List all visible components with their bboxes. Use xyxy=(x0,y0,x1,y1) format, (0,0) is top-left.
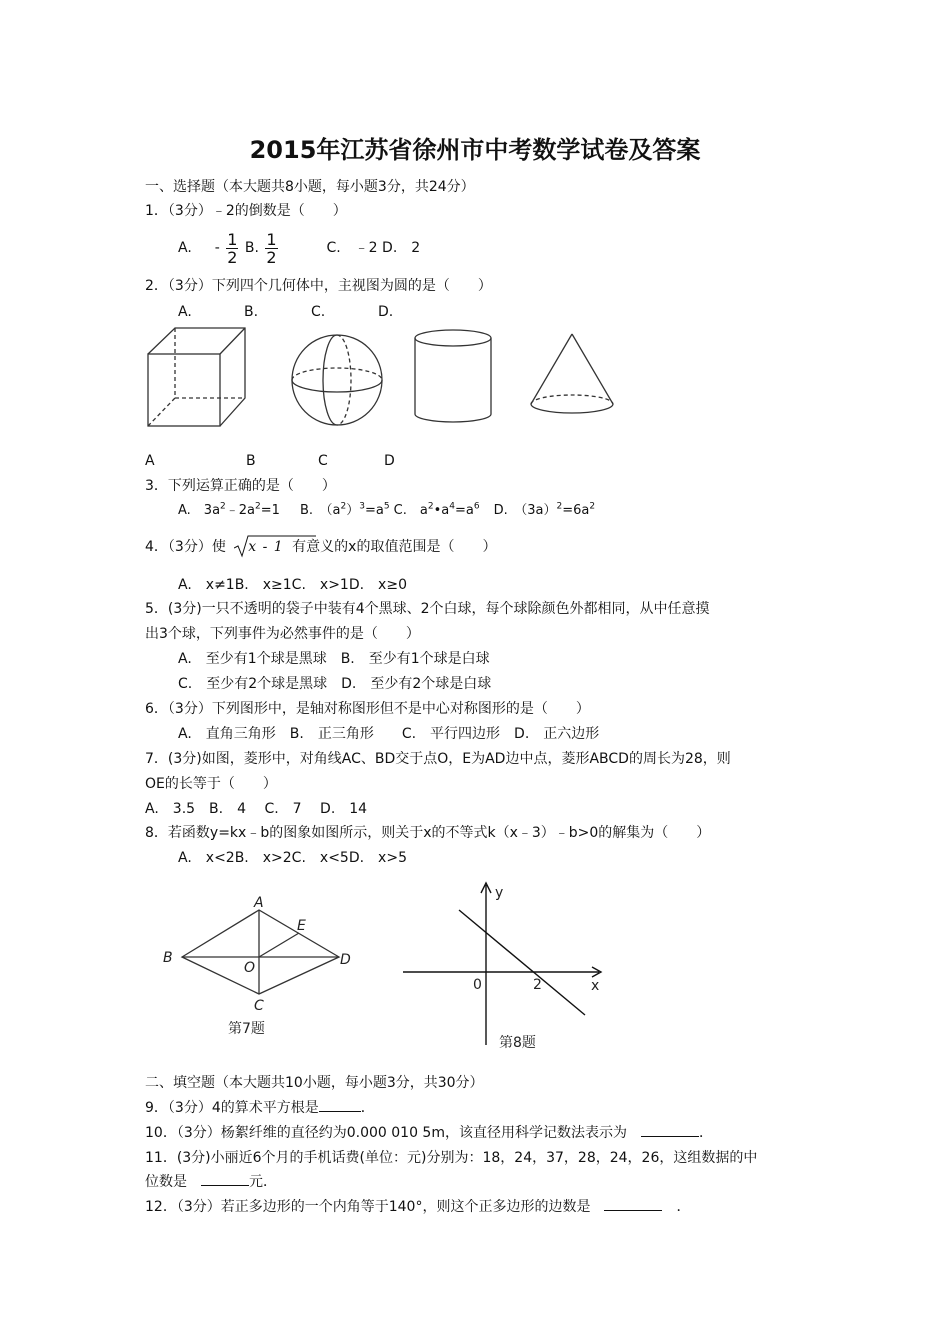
q12-stem: 12．（3分）若正多边形的一个内角等于140°，则这个正多边形的边数是 xyxy=(145,1199,605,1215)
q3-d-part1: D. （3a） xyxy=(493,503,557,518)
section-2-heading: 二、填空题（本大题共10小题，每小题3分，共30分） xyxy=(145,1075,484,1091)
q1-option-b-numerator: 1 xyxy=(266,229,277,249)
q3-options xyxy=(178,501,595,521)
sphere-shape xyxy=(292,335,382,425)
q3-b-part3: =a xyxy=(364,503,384,518)
cylinder-shape xyxy=(415,330,491,422)
q3-d-exp2: 2 xyxy=(589,501,596,512)
q2-option-a: A. xyxy=(178,304,192,320)
q3-a-part1: A. 3a xyxy=(178,503,221,518)
q10-stem-end: ． xyxy=(698,1125,713,1141)
segment-oe xyxy=(259,933,299,957)
label-b: B xyxy=(163,950,173,966)
q10-stem: 10．（3分）杨絮纤维的直径约为0.000 010 5m，该直径用科学记数法表示为 xyxy=(145,1125,641,1141)
q8-graph-figure xyxy=(395,875,615,1060)
fig8-caption: 第8题 xyxy=(499,1035,536,1051)
q1-options-cd: C. ﹣2 D. 2 xyxy=(326,240,421,256)
q11-stem-line1: 11．(3分)小丽近6个月的手机话费(单位：元)分别为：18，24，37，28，24，26，这组数据的中 xyxy=(145,1150,758,1166)
q2-stem: 2．（3分）下列四个几何体中，主视图为圆的是（ ） xyxy=(145,278,492,294)
q9-stem: 9．（3分）4的算术平方根是 xyxy=(145,1100,319,1116)
q3-d-exp1: 2 xyxy=(556,501,563,512)
q7-options: A. 3.5 B. 4 C. 7 D. 14 xyxy=(145,801,368,817)
q2-figure-label-b: B xyxy=(246,453,256,469)
q3-b-exp1: 2 xyxy=(340,501,347,512)
q10-line xyxy=(145,1123,713,1143)
q7-stem-line2: OE的长等于（ ） xyxy=(145,776,277,792)
y-axis-label: y xyxy=(495,885,504,901)
q5-stem-line1: 5．(3分)一只不透明的袋子中装有4个黑球、2个白球，每个球除颜色外都相同，从中任意摸 xyxy=(145,601,710,617)
section-1-heading: 一、选择题（本大题共8小题，每小题3分，共24分） xyxy=(145,179,475,195)
label-o: O xyxy=(244,960,256,976)
q12-stem-end: ． xyxy=(662,1199,691,1215)
q9-line xyxy=(145,1098,375,1118)
q3-d-part2: =6a xyxy=(562,503,590,518)
q1-option-b-denominator: 2 xyxy=(266,247,277,267)
q3-a-part2: ﹣2a xyxy=(225,503,256,518)
q11-stem: 位数是 xyxy=(145,1174,201,1190)
label-c: C xyxy=(254,998,264,1014)
q3-a-exp1: 2 xyxy=(220,501,226,512)
q3-b-exp3: 5 xyxy=(383,501,390,512)
q3-b-exp2: 3 xyxy=(359,501,365,512)
q11-answer-blank[interactable] xyxy=(201,1172,249,1186)
function-line xyxy=(459,910,585,1015)
q10-answer-blank[interactable] xyxy=(641,1123,699,1137)
q1-option-a-fraction xyxy=(226,231,238,266)
q2-figure-label-d: D xyxy=(384,453,395,469)
q5-stem-line2: 出3个球，下列事件为必然事件的是（ ） xyxy=(145,626,420,642)
q2-solids-figure xyxy=(140,318,620,438)
q2-option-d: D. xyxy=(378,304,394,320)
q11-stem-end: 元． xyxy=(249,1174,277,1190)
tick-label-2: 2 xyxy=(533,977,542,993)
q8-stem: 8．若函数y=kx﹣b的图象如图所示，则关于x的不等式k（x﹣3）﹣b>0的解集为（ ） xyxy=(145,825,711,841)
q8-options: A. x<2B. x>2C. x<5D. x>5 xyxy=(178,850,407,866)
q9-stem-end: ． xyxy=(360,1100,375,1116)
q3-a-exp2: 2 xyxy=(255,501,261,512)
q3-c-exp1: 2 xyxy=(427,501,434,512)
q3-c-exp3: 6 xyxy=(473,501,480,512)
q1-option-b-label: B. xyxy=(244,240,259,256)
paper-title: 2015年江苏省徐州市中考数学试卷及答案 xyxy=(249,136,701,164)
q5-options-cd: C. 至少有2个球是黑球 D. 至少有2个球是白球 xyxy=(178,676,492,692)
label-d: D xyxy=(340,952,351,968)
q12-answer-blank[interactable] xyxy=(604,1197,662,1211)
q1-option-a-denominator: 2 xyxy=(227,247,238,267)
q3-c-part3: =a xyxy=(454,503,474,518)
q11-line2 xyxy=(145,1172,277,1192)
q3-b-part2: ） xyxy=(346,503,360,518)
q4-options: A. x≠1B. x≥1C. x>1D. x≥0 xyxy=(178,577,407,593)
q3-b-part1: B. （a xyxy=(299,503,341,518)
q4-radicand: x - 1 xyxy=(248,539,284,555)
label-a: A xyxy=(254,895,264,911)
fig7-caption: 第7题 xyxy=(228,1021,265,1037)
q7-rhombus-figure xyxy=(150,890,370,1050)
q3-stem: 3．下列运算正确的是（ ） xyxy=(145,478,336,494)
q2-option-c: C. xyxy=(311,304,326,320)
q1-option-a-numerator: 1 xyxy=(227,229,238,249)
q3-a-part3: =1 xyxy=(260,503,280,518)
origin-label: 0 xyxy=(473,977,482,993)
q5-options-ab: A. 至少有1个球是黑球 B. 至少有1个球是白球 xyxy=(178,651,490,667)
q2-option-b: B. xyxy=(244,304,259,320)
q1-stem: 1．（3分）﹣2的倒数是（ ） xyxy=(145,203,347,219)
q3-c-part2: •a xyxy=(433,503,450,518)
q12-line xyxy=(145,1197,690,1217)
q3-c-exp2: 4 xyxy=(449,501,455,512)
q4-stem-pre: 4．（3分）使 xyxy=(145,539,226,555)
label-e: E xyxy=(297,918,306,934)
rhombus-abcd xyxy=(182,910,339,994)
q1-option-a-sign: - xyxy=(214,240,220,256)
q4-stem xyxy=(145,537,496,557)
q4-radical xyxy=(234,537,283,557)
q2-figure-label-c: C xyxy=(318,453,328,469)
q1-option-a-label: A. xyxy=(178,240,192,256)
q1-options xyxy=(178,228,420,268)
x-axis-label: x xyxy=(591,978,600,994)
q3-c-part1: C. a xyxy=(389,503,428,518)
q1-option-b-fraction xyxy=(265,231,277,266)
q6-stem: 6．（3分）下列图形中，是轴对称图形但不是中心对称图形的是（ ） xyxy=(145,701,590,717)
q9-answer-blank[interactable] xyxy=(319,1098,361,1112)
cone-shape xyxy=(531,334,613,413)
q6-options: A. 直角三角形 B. 正三角形 C. 平行四边形 D. 正六边形 xyxy=(178,726,600,742)
square-root-icon xyxy=(234,534,316,558)
cube-shape xyxy=(148,328,245,426)
q4-stem-post: 有意义的x的取值范围是（ ） xyxy=(292,539,497,555)
q2-figure-label-a: A xyxy=(145,453,155,469)
q7-stem-line1: 7．(3分)如图，菱形中，对角线AC、BD交于点O，E为AD边中点，菱形ABCD的周长为28，则 xyxy=(145,751,731,767)
